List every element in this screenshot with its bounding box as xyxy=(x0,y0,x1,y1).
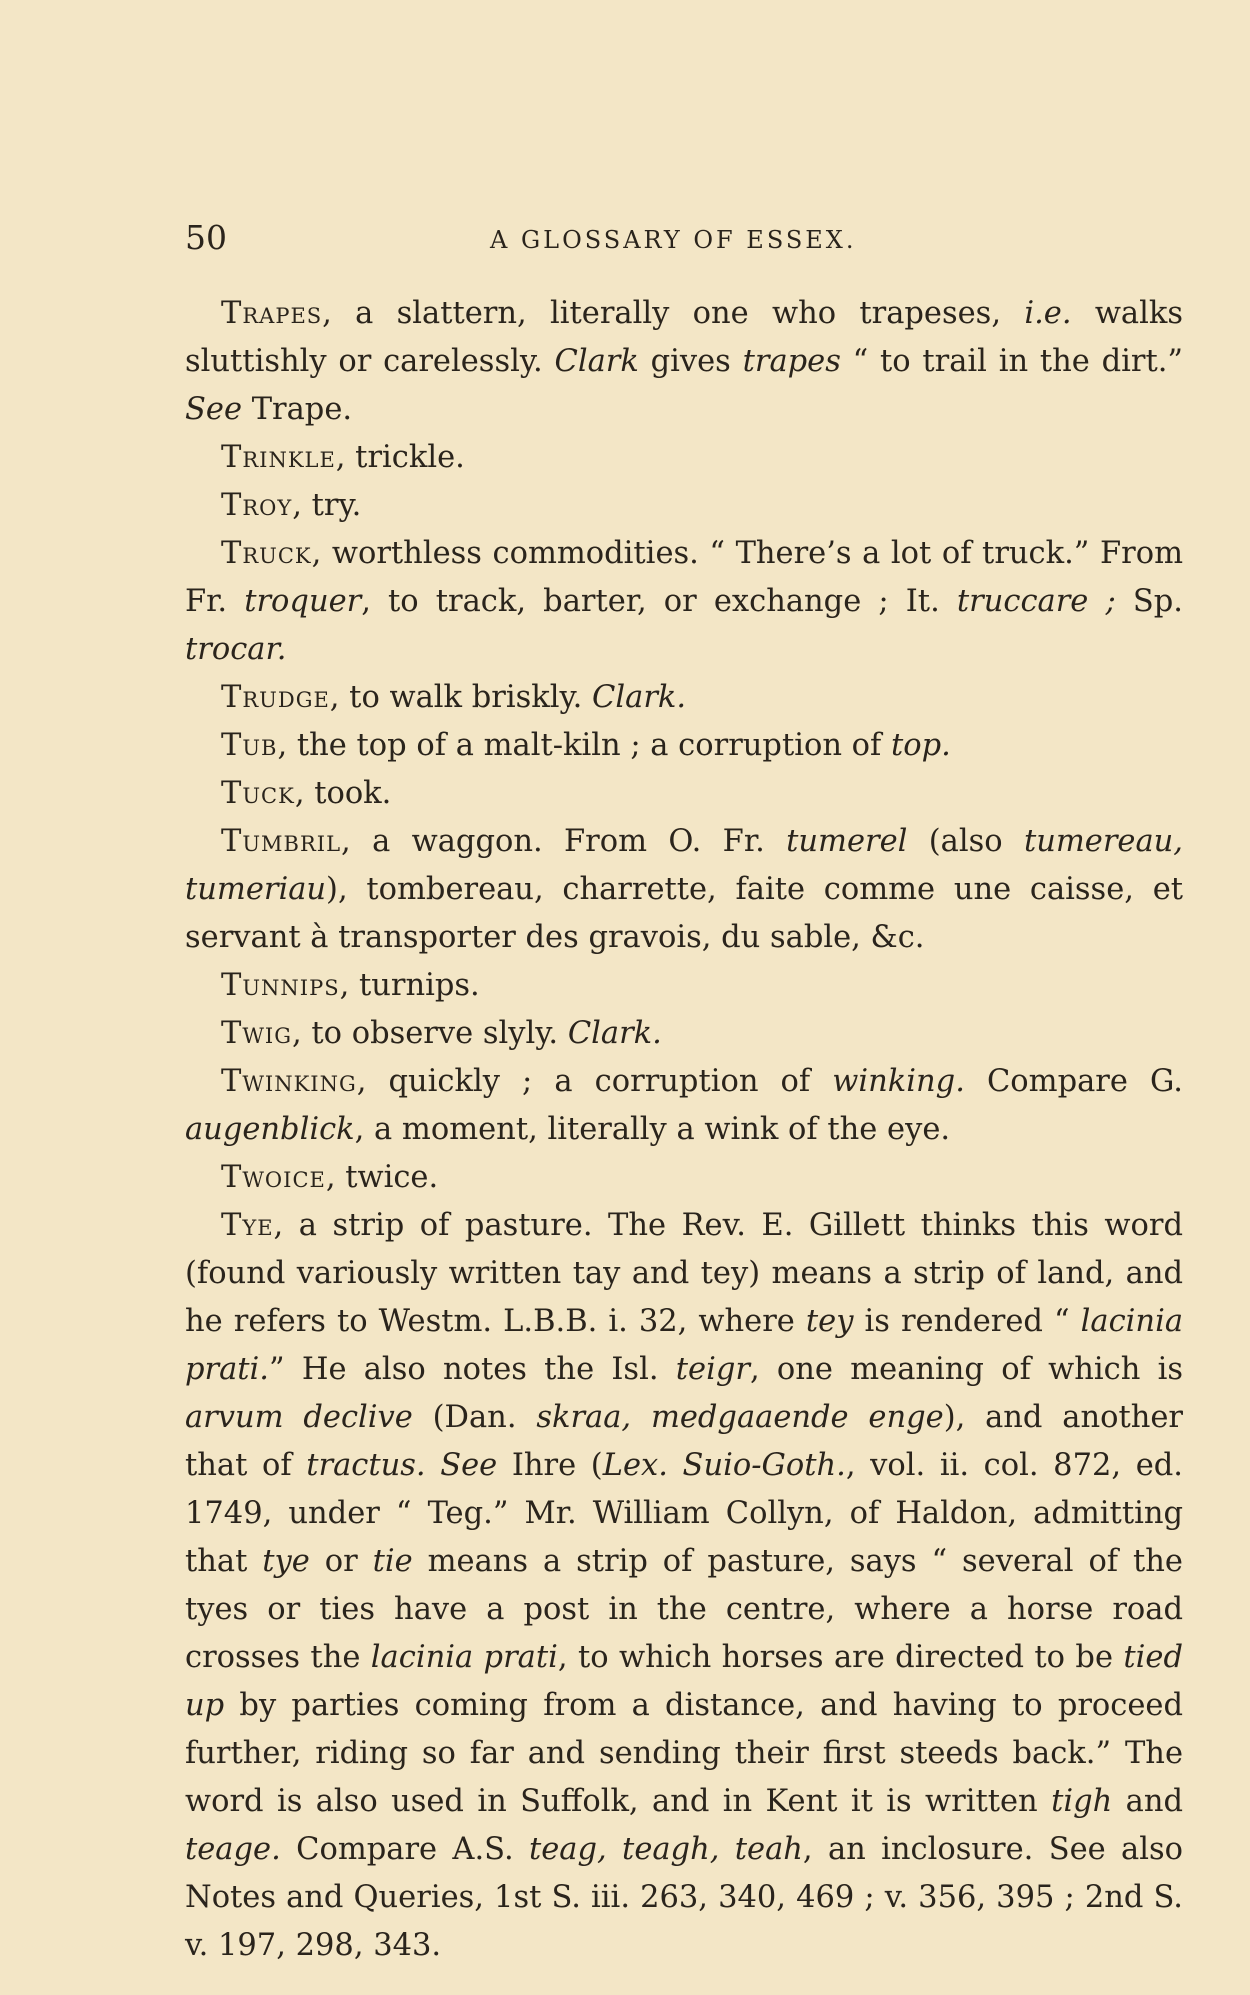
entry-text: , quickly ; a corruption of xyxy=(356,1064,833,1099)
italic-text: trocar. xyxy=(185,632,287,667)
entry-text: Trape. xyxy=(242,392,353,427)
glossary-entry-trinkle xyxy=(185,434,1183,482)
entry-text: or xyxy=(309,1544,373,1579)
entry-text: , the top of a malt-kiln ; a corruption of xyxy=(277,728,892,763)
italic-text: top. xyxy=(891,728,951,763)
italic-text: skraa, medgaaende enge xyxy=(536,1400,944,1435)
italic-text: arvum declive xyxy=(185,1400,413,1435)
italic-text: winking. xyxy=(832,1064,965,1099)
italic-text: Clark xyxy=(554,344,639,379)
italic-text: tigh xyxy=(1051,1784,1113,1819)
page-header xyxy=(185,218,1185,258)
italic-text: teag, teagh, teah xyxy=(529,1832,803,1867)
entry-text: , worthless commodities. “ There’s a lot of truck.” From Fr. xyxy=(185,536,1183,619)
headword: Tye xyxy=(221,1208,274,1243)
entry-text: Compare A.S. xyxy=(280,1832,529,1867)
entry-text: , a strip of pasture. The Rev. E. Gillett thinks this word (found variously written tay and tey) means a strip of land, and he refers to Westm. L.B.B. i. 32, where xyxy=(185,1208,1183,1339)
entry-text: gives xyxy=(638,344,743,379)
headword: Twoice xyxy=(221,1160,326,1195)
italic-text: tie xyxy=(372,1544,413,1579)
glossary-entry-twoice xyxy=(185,1154,1183,1202)
headword: Twinking xyxy=(221,1064,357,1099)
running-title: A GLOSSARY OF ESSEX. xyxy=(490,226,857,254)
entry-text: by parties coming from a distance, and having to proceed further, riding so far and sending their first steeds back.” The word is also used in Suffolk, and in Kent it is written xyxy=(185,1688,1183,1819)
italic-text: trapes xyxy=(742,344,841,379)
entry-text: (Dan. xyxy=(412,1400,537,1435)
italic-text: tumerel xyxy=(786,824,908,859)
italic-text: Clark. xyxy=(592,680,687,715)
headword: Tunnips xyxy=(221,968,340,1003)
entry-text: ), and another that of xyxy=(185,1400,1183,1483)
headword: Trinkle xyxy=(221,440,336,475)
entry-text: Compare G. xyxy=(964,1064,1183,1099)
entry-text: , vol. ii. col. 872, ed. 1749, under “ Teg.” Mr. William Collyn, of Haldon, admitting that xyxy=(185,1448,1183,1579)
entry-text: , to which horses are directed to be xyxy=(557,1640,1124,1675)
headword: Truck xyxy=(221,536,312,571)
glossary-entry-trapes xyxy=(185,290,1183,434)
headword: Trudge xyxy=(221,680,330,715)
italic-text: troquer xyxy=(244,584,362,619)
italic-text: lacinia prati. xyxy=(185,1304,1184,1387)
entry-text: , a moment, literally a wink of the eye. xyxy=(354,1112,951,1147)
entry-text: , to observe slyly. xyxy=(292,1016,568,1051)
glossary-entry-tuck xyxy=(185,770,1183,818)
glossary-entry-tub xyxy=(185,722,1183,770)
italic-text: Clark. xyxy=(567,1016,662,1051)
entry-text: and xyxy=(1112,1784,1184,1819)
italic-text: tey xyxy=(805,1304,854,1339)
entry-text: ” He also notes the Isl. xyxy=(269,1352,676,1387)
glossary-body xyxy=(185,290,1183,1970)
italic-text: tumereau, tumeriau xyxy=(185,824,1183,907)
italic-text: See xyxy=(185,392,242,427)
entry-text: , to track, barter, or exchange ; It. xyxy=(361,584,957,619)
glossary-entry-truck xyxy=(185,530,1183,674)
glossary-entry-twig xyxy=(185,1010,1183,1058)
entry-text: Sp. xyxy=(1115,584,1183,619)
headword: Tumbril xyxy=(221,824,342,859)
entry-text: , try. xyxy=(292,488,362,523)
glossary-entry-twinking xyxy=(185,1058,1183,1154)
italic-text: i.e. xyxy=(1024,296,1072,331)
italic-text: tye xyxy=(262,1544,310,1579)
entry-text: ), tombereau, charrette, faite comme une caisse, et servant à transporter des gravois, du sable, &c. xyxy=(185,872,1183,955)
entry-text: , to walk briskly. xyxy=(329,680,593,715)
headword: Tub xyxy=(221,728,278,763)
entry-text: , took. xyxy=(294,776,392,811)
entry-text: Ihre ( xyxy=(497,1448,603,1483)
entry-text: walks sluttishly or carelessly. xyxy=(185,296,1184,379)
glossary-entry-troy xyxy=(185,482,1183,530)
italic-text: truccare ; xyxy=(956,584,1116,619)
glossary-entry-tumbril xyxy=(185,818,1183,962)
italic-text: Lex. Suio-Goth. xyxy=(602,1448,846,1483)
entry-text: , trickle. xyxy=(335,440,465,475)
italic-text: tied up xyxy=(185,1640,1183,1723)
entry-text: , a slattern, literally one who trapeses, xyxy=(322,296,1025,331)
italic-text: augenblick xyxy=(185,1112,355,1147)
glossary-entry-tye xyxy=(185,1202,1183,1970)
entry-text: means a strip of pasture, says “ several of the tyes or ties have a post in the centre, where a horse road crosses the xyxy=(185,1544,1183,1675)
italic-text: teigr xyxy=(675,1352,750,1387)
italic-text: teage. xyxy=(185,1832,281,1867)
glossary-entry-trudge xyxy=(185,674,1183,722)
headword: Trapes xyxy=(221,296,323,331)
headword: Twig xyxy=(221,1016,292,1051)
entry-text: , an inclosure. See also Notes and Queries, 1st S. iii. 263, 340, 469 ; v. 356, 395 ; 2nd S. v. 197, 298, 343. xyxy=(185,1832,1183,1963)
entry-text: , a waggon. From O. Fr. xyxy=(341,824,787,859)
glossary-entry-tunnips xyxy=(185,962,1183,1010)
entry-text: , twice. xyxy=(325,1160,439,1195)
entry-text: , one meaning of which is xyxy=(749,1352,1184,1387)
italic-text: tractus. See xyxy=(306,1448,498,1483)
page-number: 50 xyxy=(185,218,227,257)
entry-text: is rendered “ xyxy=(853,1304,1081,1339)
headword: Tuck xyxy=(221,776,295,811)
entry-text: “ to trail in the dirt.” xyxy=(840,344,1183,379)
headword: Troy xyxy=(221,488,293,523)
entry-text: , turnips. xyxy=(339,968,480,1003)
italic-text: lacinia prati xyxy=(370,1640,558,1675)
entry-text: (also xyxy=(907,824,1024,859)
